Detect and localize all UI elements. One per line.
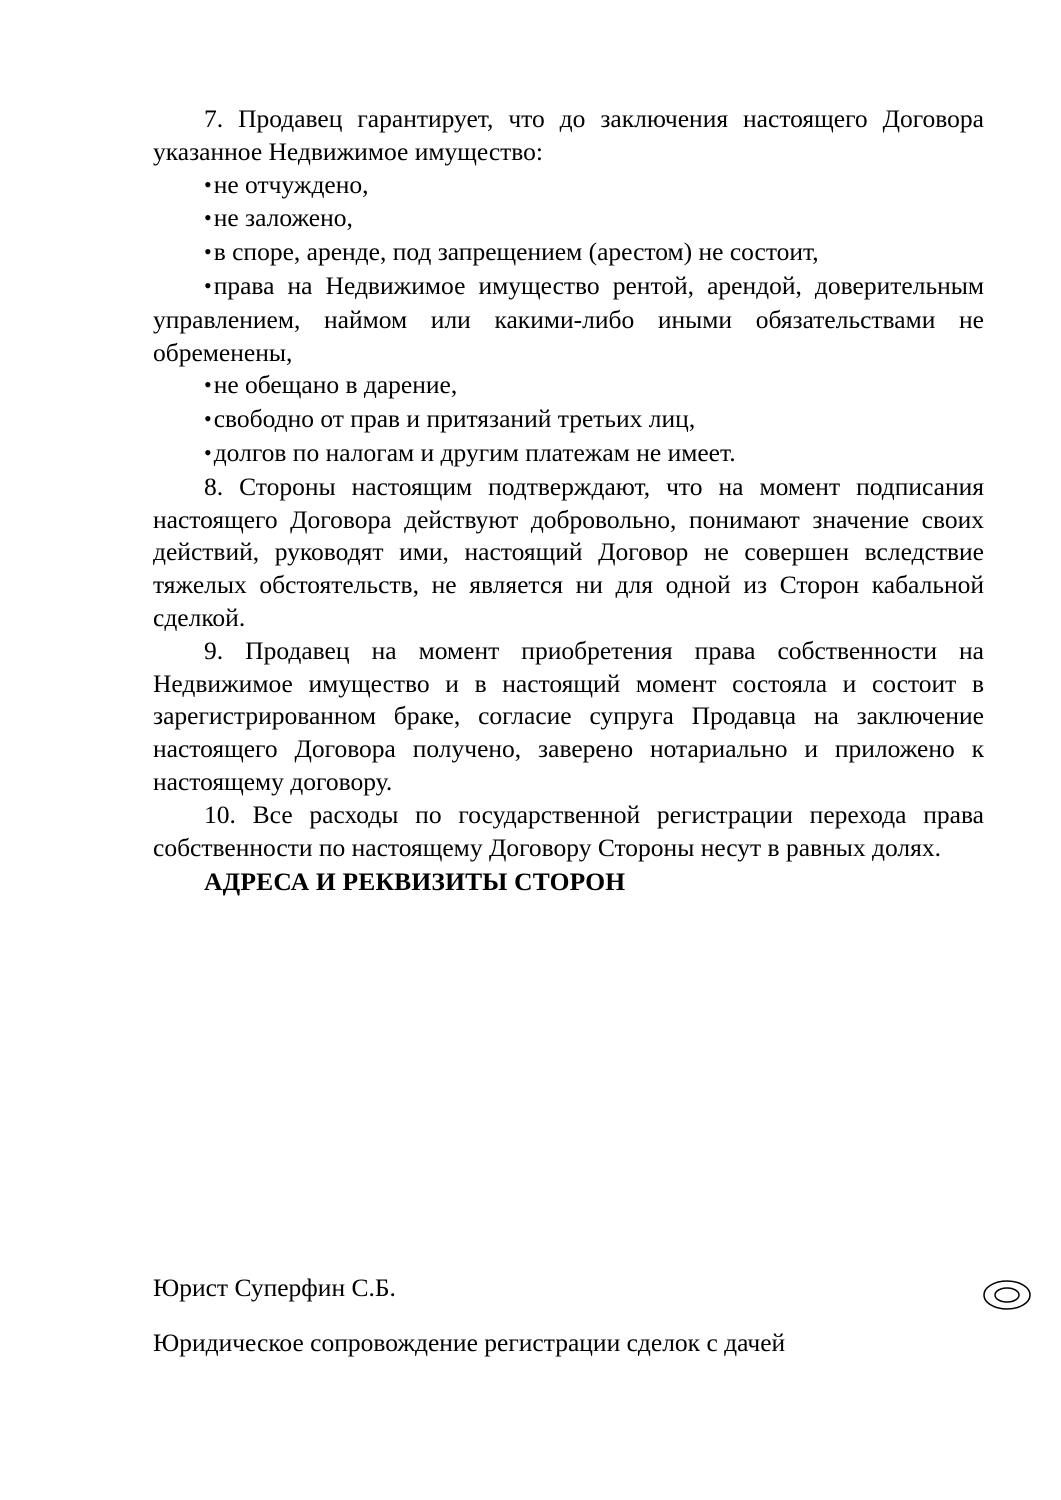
bullet-icon: • bbox=[204, 171, 212, 197]
list-item-text: не обещано в дарение, bbox=[213, 370, 458, 400]
footer-topic: Юридическое сопровождение регистрации сделок с дачей bbox=[153, 1328, 786, 1357]
list-item bbox=[153, 270, 984, 369]
bullet-icon: • bbox=[204, 272, 212, 298]
clause-9: 9. Продавец на момент приобретения права собственности на Недвижимое имущество и в настоящий момент состояла и состоит в зарегистрированном браке, согласие супруга Продавца на заключение настоящего Договора получено, заверено нотариально и приложено к настоящему договору. bbox=[153, 635, 984, 796]
bullet-icon: • bbox=[204, 439, 212, 465]
list-item bbox=[153, 369, 984, 403]
contract-body bbox=[153, 103, 984, 899]
list-item bbox=[153, 169, 984, 203]
clause-7-bullet-list bbox=[153, 169, 984, 471]
section-heading: АДРЕСА И РЕКВИЗИТЫ СТОРОН bbox=[204, 867, 626, 897]
clause-8: 8. Стороны настоящим подтверждают, что на момент подписания настоящего Договора действуют добровольно, понимают значение своих действий, руководят ими, настоящий Договор не совершен вследствие тяжелых обстоятельств, не является ни для одной из Сторон кабальной сделкой. bbox=[153, 471, 984, 632]
list-item-text: долгов по налогам и другим платежам не имеет. bbox=[213, 437, 736, 467]
list-item-text: не отчуждено, bbox=[213, 169, 369, 199]
clause-7-intro: 7. Продавец гарантирует, что до заключения настоящего Договора указанное Недвижимое имущество: bbox=[153, 104, 984, 166]
list-item-text: не заложено, bbox=[213, 203, 353, 233]
list-item bbox=[153, 202, 984, 236]
list-item-text: свободно от прав и притязаний третьих лиц, bbox=[213, 404, 696, 434]
list-item bbox=[153, 403, 984, 437]
list-item-text: права на Недвижимое имущество рентой, арендой, доверительным управлением, наймом или какими-либо иными обязательствами не обременены, bbox=[153, 270, 984, 367]
clause-10: 10. Все расходы по государственной регистрации перехода права собственности по настоящему Договору Стороны несут в равных долях. bbox=[153, 799, 984, 862]
footer-author: Юрист Суперфин С.Б. bbox=[153, 1273, 396, 1302]
bullet-icon: • bbox=[204, 406, 212, 432]
double-ellipse-icon bbox=[982, 1278, 1032, 1312]
list-item bbox=[153, 437, 984, 471]
bullet-icon: • bbox=[204, 205, 212, 231]
list-item bbox=[153, 236, 984, 270]
list-item-text: в споре, аренде, под запрещением (арестом) не состоит, bbox=[213, 237, 819, 267]
bullet-icon: • bbox=[204, 239, 212, 265]
bullet-icon: • bbox=[204, 372, 212, 398]
